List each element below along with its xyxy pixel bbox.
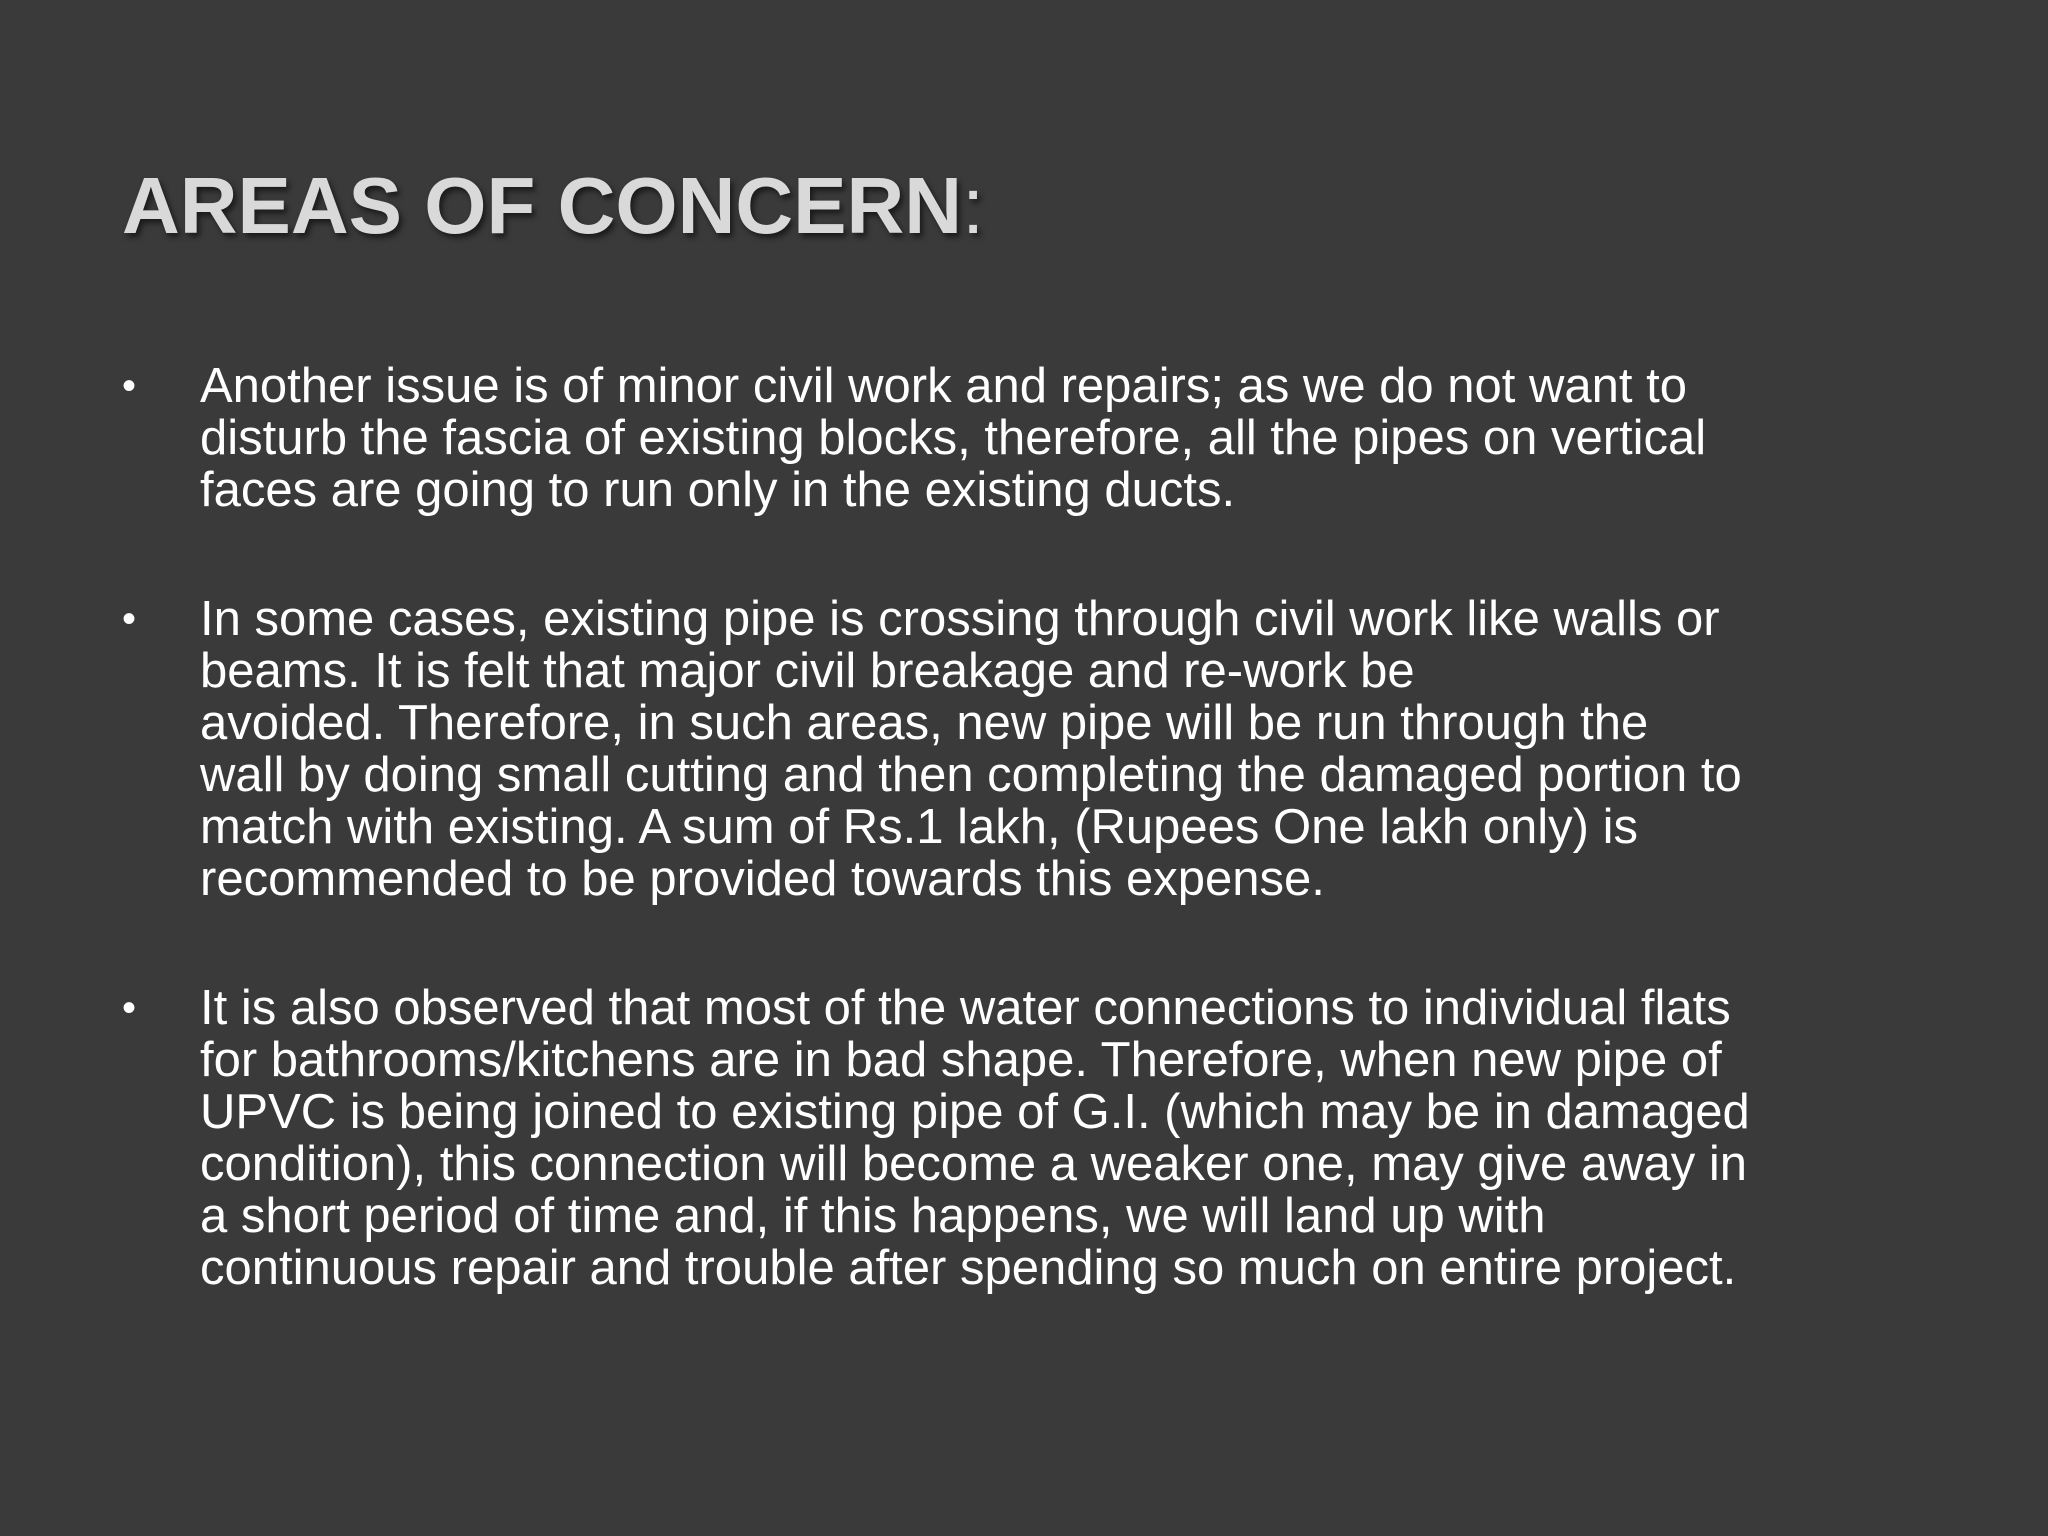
bullet-icon: •	[122, 597, 137, 641]
bullet-item	[122, 360, 1922, 516]
bullet-text-line: In some cases, existing pipe is crossing through civil work like walls or	[200, 592, 1720, 646]
bullet-text-line: Another issue is of minor civil work and repairs; as we do not want to	[200, 359, 1688, 413]
bullet-text-line: continuous repair and trouble after spending so much on entire project.	[200, 1241, 1737, 1295]
bullet-text-line: It is also observed that most of the water connections to individual flats	[200, 981, 1731, 1035]
slide-title-text: AREAS OF CONCERN	[122, 161, 963, 250]
bullet-item	[122, 593, 1922, 905]
bullet-icon: •	[122, 986, 137, 1030]
bullet-text-line: a short period of time and, if this happens, we will land up with	[200, 1189, 1546, 1243]
bullet-list	[122, 360, 1922, 1294]
bullet-text-line: condition), this connection will become a weaker one, may give away in	[200, 1137, 1748, 1191]
slide-title	[122, 158, 984, 254]
bullet-text-line: recommended to be provided towards this expense.	[200, 852, 1325, 906]
bullet-text-line: for bathrooms/kitchens are in bad shape. Therefore, when new pipe of	[200, 1033, 1722, 1087]
bullet-icon: •	[122, 364, 137, 408]
bullet-text-line: UPVC is being joined to existing pipe of G.I. (which may be in damaged	[200, 1085, 1750, 1139]
bullet-item	[122, 982, 1922, 1294]
bullet-text-line: beams. It is felt that major civil breakage and re-work be	[200, 644, 1415, 698]
bullet-text-line: avoided. Therefore, in such areas, new pipe will be run through the	[200, 696, 1649, 750]
bullet-text-line: disturb the fascia of existing blocks, therefore, all the pipes on vertical	[200, 411, 1707, 465]
bullet-text-line: match with existing. A sum of Rs.1 lakh, (Rupees One lakh only) is	[200, 800, 1638, 854]
bullet-text-line: faces are going to run only in the existing ducts.	[200, 463, 1236, 517]
bullet-text-line: wall by doing small cutting and then completing the damaged portion to	[200, 748, 1742, 802]
slide-title-colon: :	[962, 161, 985, 250]
